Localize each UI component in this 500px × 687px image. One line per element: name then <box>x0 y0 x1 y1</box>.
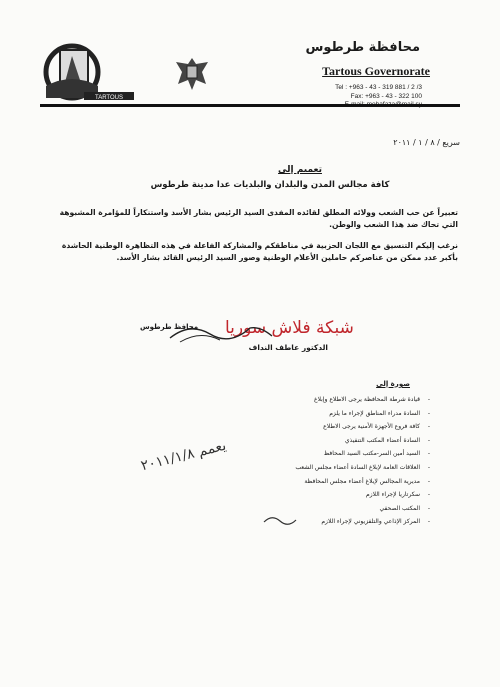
cc-item: - قيادة شرطة المحافظة يرجى الاطلاع وإبلاغ <box>240 393 430 407</box>
addressee-line: كافة مجالس المدن والبلدان والبلديات عدا مدينة طرطوس <box>150 180 390 190</box>
cc-item: - المركز الإذاعي والتلفزيوني لإجراء اللازم <box>240 515 430 529</box>
signatory-title: محافظ طرطوس <box>140 323 199 331</box>
cc-item: - سكرتاريا لإجراء اللازم <box>240 488 430 502</box>
cc-heading: صورة إلى <box>376 380 410 388</box>
cc-item: - المكتب الصحفي <box>240 502 430 516</box>
cc-item: - السيد أمين السر-مكتب السيد المحافظ <box>240 447 430 461</box>
body-paragraph-2: نرغب إليكم التنسيق مع اللجان الحزبية في مناطقكم والمشاركة الفاعلة في هذه التظاهرة الوطنية الحاشدة بأكبر عدد ممكن من عناصركم حاملين الأعلام الوطنية وصور السيد الرئيس القائد بشار الأسد. <box>61 241 458 262</box>
governorate-name-arabic: محافظة طرطوس <box>305 40 420 55</box>
tel-line: Tel : +963 - 43 - 319 881 / 2 /3 <box>335 84 422 91</box>
governorate-name-english: Tartous Governorate <box>322 64 430 78</box>
cc-item: - مديرية المجالس لإبلاغ أعضاء مجلس المحافظة <box>240 475 430 489</box>
fax-line: Fax: +963 - 43 - 322 100 <box>350 92 422 100</box>
cc-list <box>240 393 430 529</box>
cc-item: - العلاقات العامة لإبلاغ السادة أعضاء مجلس الشعب <box>240 461 430 475</box>
cc-item: - كافة فروع الأجهزة الأمنية يرجى الاطلاع <box>240 420 430 434</box>
cc-item: - السادة مدراء المناطق لإجراء ما يلزم <box>240 407 430 421</box>
watermark-text: شبكة فلاش سوريا <box>225 318 354 338</box>
signature-scribble-stamp <box>262 512 298 528</box>
circular-title: تعميم إلى <box>278 165 322 175</box>
handwritten-note: يعمم ٢٠١١/١/٨ <box>139 437 228 475</box>
body-paragraph-1: تعبيراً عن حب الشعب وولائه المطلق لقائده المفدى السيد الرئيس بشار الأسد واستنكاراً للمؤامرة المشبوهة التي تحاك ضد هذا الشعب والوطن. <box>59 208 458 229</box>
signatory-name: الدكتور عاطف النداف <box>248 343 328 352</box>
header-divider <box>40 104 460 107</box>
svg-text:TARTOUS: TARTOUS <box>94 95 124 101</box>
reference-date: سريع / ٨ / ١ / ٢٠١١ <box>393 138 460 147</box>
cc-item: - السادة أعضاء المكتب التنفيذي <box>240 434 430 448</box>
eagle-emblem <box>172 54 212 92</box>
governorate-logo <box>42 42 138 102</box>
